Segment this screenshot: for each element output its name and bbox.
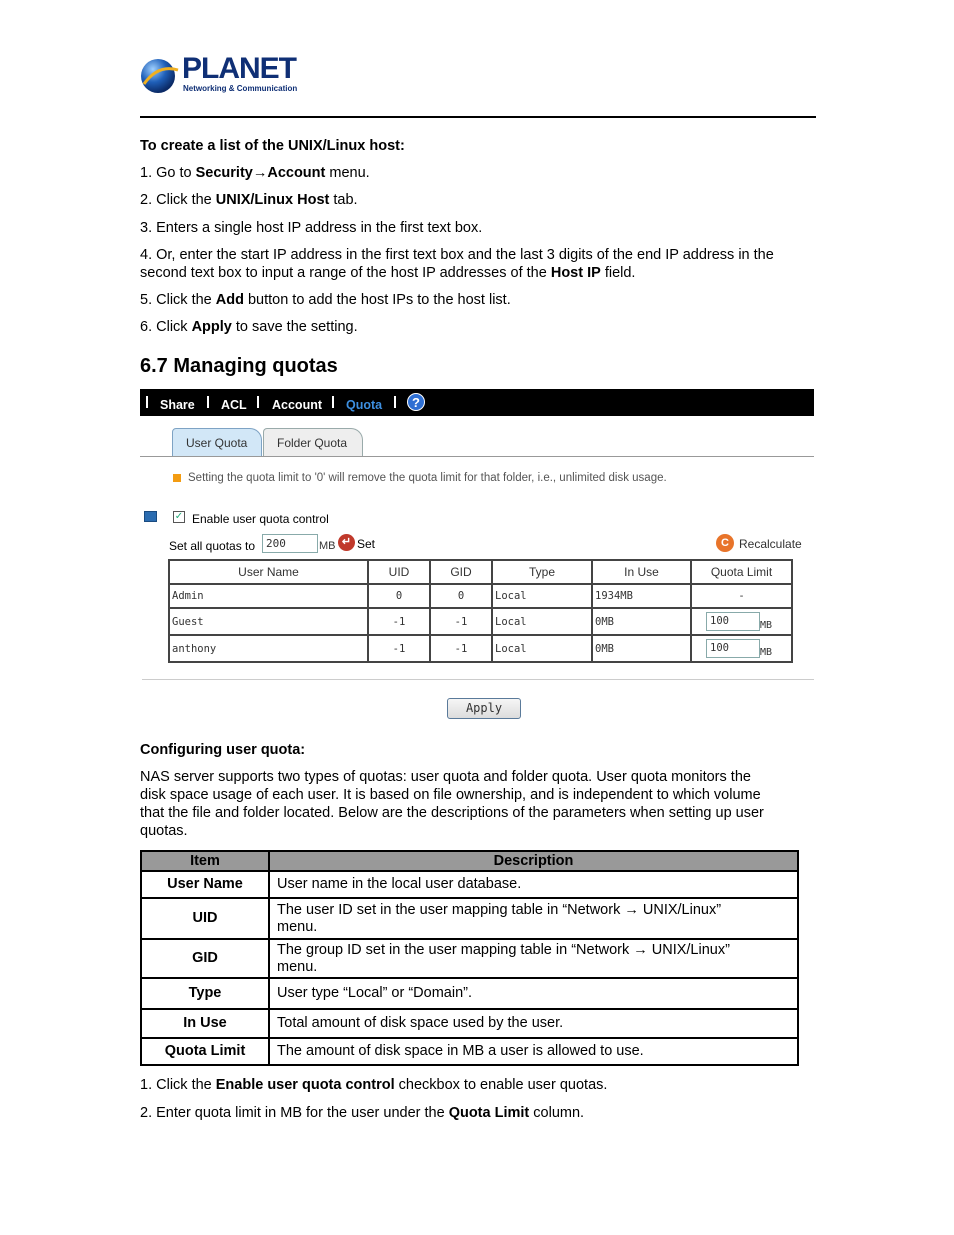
cell-user-name: anthony	[169, 635, 368, 662]
tab-user-quota[interactable]: User Quota	[172, 428, 262, 456]
quota-note: Setting the quota limit to '0' will remove the quota limit for that folder, i.e., unlimited disk usage.	[188, 472, 667, 484]
step-3: 3. Enters a single host IP address in the first text box.	[140, 220, 483, 236]
cell-in-use: 0MB	[592, 635, 691, 662]
item-cell: In Use	[141, 1009, 269, 1038]
set-all-label: Set all quotas to	[169, 539, 256, 553]
set-all-unit: MB	[319, 540, 336, 552]
cell-user-name: Admin	[169, 584, 368, 608]
cell-user-name: Guest	[169, 608, 368, 635]
step-6: 6. Click Apply to save the setting.	[140, 319, 358, 335]
enable-quota-label: Enable user quota control	[192, 512, 329, 526]
step-5: 5. Click the Add button to add the host IPs to the host list.	[140, 292, 511, 308]
item-cell: User Name	[141, 871, 269, 898]
description-cell: Total amount of disk space used by the user.	[269, 1009, 798, 1038]
table-row	[141, 898, 798, 939]
cell-gid: 0	[430, 584, 492, 608]
nav-separator	[332, 396, 334, 408]
recalculate-icon[interactable]: C	[716, 534, 734, 552]
form-divider	[142, 679, 814, 680]
col-user-name: User Name	[169, 560, 368, 584]
user-quota-table	[168, 559, 793, 663]
nav-quota[interactable]: Quota	[346, 398, 383, 412]
nav-account[interactable]: Account	[272, 398, 322, 412]
cell-uid: -1	[368, 635, 430, 662]
col-type: Type	[492, 560, 592, 584]
config-heading: Configuring user quota:	[140, 742, 306, 758]
quota-unit: MB	[760, 620, 773, 631]
item-cell: GID	[141, 939, 269, 978]
step-4: 4. Or, enter the start IP address in the first text box and the last 3 digits of the end IP address in the second text box to input a range of the host IP addresses of the Host IP field.	[140, 247, 774, 281]
nav-share[interactable]: Share	[160, 398, 195, 412]
set-all-input[interactable]: 200	[262, 534, 318, 553]
collapse-icon[interactable]	[144, 511, 157, 522]
logo-tagline: Networking & Communication	[183, 84, 298, 93]
step-2: 2. Click the UNIX/Linux Host tab.	[140, 192, 358, 208]
nav-separator	[257, 396, 259, 408]
col-quota-limit: Quota Limit	[691, 560, 792, 584]
description-cell: User type “Local” or “Domain”.	[269, 978, 798, 1009]
cell-type: Local	[492, 584, 592, 608]
item-cell: Quota Limit	[141, 1038, 269, 1065]
nav-separator	[207, 396, 209, 408]
table-row	[169, 608, 792, 635]
final-step-2: 2. Enter quota limit in MB for the user under the Quota Limit column.	[140, 1105, 585, 1121]
help-icon[interactable]: ?	[407, 393, 425, 411]
cell-type: Local	[492, 608, 592, 635]
step-1: 1. Go to Security→Account menu.	[140, 165, 370, 181]
nav-separator	[394, 396, 396, 408]
tab-divider	[140, 456, 814, 457]
table-row	[141, 1038, 798, 1065]
parameter-table	[140, 850, 799, 1066]
enable-quota-checkbox[interactable]: ✓	[174, 511, 184, 522]
cell-quota-limit: -	[691, 584, 792, 608]
planet-logo	[138, 54, 298, 98]
description-cell: User name in the local user database.	[269, 871, 798, 898]
table-row	[141, 939, 798, 978]
apply-button[interactable]: Apply	[447, 698, 521, 719]
table-header-row	[169, 560, 792, 584]
item-cell: UID	[141, 898, 269, 939]
section-title: 6.7 Managing quotas	[140, 355, 338, 377]
description-cell: The user ID set in the user mapping table in “Network → UNIX/Linux” menu.	[269, 898, 798, 939]
cell-uid: 0	[368, 584, 430, 608]
table-row	[141, 871, 798, 898]
final-step-1: 1. Click the Enable user quota control checkbox to enable user quotas.	[140, 1077, 608, 1093]
table-row	[141, 1009, 798, 1038]
table-header-row	[141, 851, 798, 871]
nav-acl[interactable]: ACL	[221, 398, 247, 412]
logo-brand: PLANET	[182, 52, 296, 85]
cell-uid: -1	[368, 608, 430, 635]
col-in-use: In Use	[592, 560, 691, 584]
cell-type: Local	[492, 635, 592, 662]
config-paragraph: NAS server supports two types of quotas: user quota and folder quota. User quota monitors the disk space usage of each user. It is based on file ownership, and is independent to which volume that the file and folder located. Below are the descriptions of the parameters when setting up user quotas.	[140, 769, 764, 839]
set-button-label[interactable]: Set	[357, 537, 376, 551]
header-rule	[140, 116, 816, 118]
cell-quota-limit	[691, 608, 792, 635]
col-gid: GID	[430, 560, 492, 584]
tab-folder-quota[interactable]: Folder Quota	[263, 428, 363, 456]
set-icon[interactable]: ↵	[338, 534, 355, 551]
quota-limit-input[interactable]: 100	[706, 612, 760, 631]
quota-limit-input[interactable]: 100	[706, 639, 760, 658]
note-bullet-icon	[173, 474, 181, 482]
description-cell: The amount of disk space in MB a user is allowed to use.	[269, 1038, 798, 1065]
item-cell: Type	[141, 978, 269, 1009]
nav-separator	[146, 396, 148, 408]
description-cell: The group ID set in the user mapping table in “Network → UNIX/Linux” menu.	[269, 939, 798, 978]
table-row	[141, 978, 798, 1009]
col-uid: UID	[368, 560, 430, 584]
recalculate-label[interactable]: Recalculate	[739, 537, 802, 551]
table-row	[169, 584, 792, 608]
cell-in-use: 0MB	[592, 608, 691, 635]
cell-gid: -1	[430, 635, 492, 662]
col-item: Item	[141, 851, 269, 871]
top-navbar	[140, 389, 814, 416]
cell-gid: -1	[430, 608, 492, 635]
unix-host-heading: To create a list of the UNIX/Linux host:	[140, 138, 405, 154]
col-description: Description	[269, 851, 798, 871]
cell-quota-limit	[691, 635, 792, 662]
quota-unit: MB	[760, 647, 773, 658]
cell-in-use: 1934MB	[592, 584, 691, 608]
table-row	[169, 635, 792, 662]
